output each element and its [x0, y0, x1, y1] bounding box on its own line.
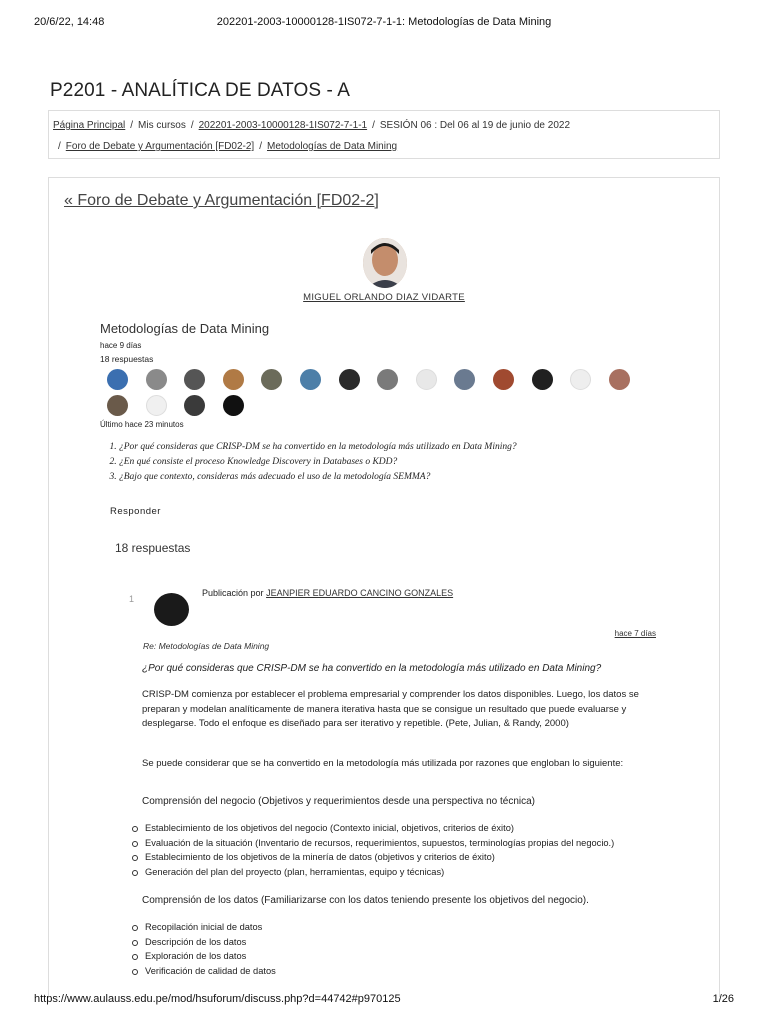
question-item: 3. ¿Bajo que contexto, consideras más adecuado el uso de la metodología SEMMA? — [119, 470, 517, 485]
breadcrumb-line-2 — [58, 141, 397, 152]
breadcrumb-separator: / — [58, 141, 61, 152]
list-item: Evaluación de la situación (Inventario de recursos, requerimientos, supuestos, terminologías propias del negocio.) — [131, 836, 651, 851]
list-item: Recopilación inicial de datos — [131, 920, 651, 935]
participant-avatar[interactable] — [146, 369, 167, 390]
post-paragraph: CRISP-DM comienza por establecer el problema empresarial y comprender los datos disponibles. Luego, los datos se preparan y modelan analíticamente de manera iterativa hasta que se consigue un resultado que puede evaluarse y desplegarse. Todo el enfoque es diseñado para ser iterativo y repetible. (Pete, Julian, & Randy, 2000) — [142, 689, 639, 729]
participant-avatar[interactable] — [300, 369, 321, 390]
list-item: Exploración de los datos — [131, 949, 651, 964]
participant-avatar[interactable] — [107, 395, 128, 416]
post-bullet-list — [131, 920, 651, 978]
post-section-heading: Comprensión del negocio (Objetivos y requerimientos desde una perspectiva no técnica) — [142, 796, 535, 807]
post-number: 1 — [129, 594, 135, 604]
list-item: Verificación de calidad de datos — [131, 964, 651, 979]
print-url: https://www.aulauss.edu.pe/mod/hsuforum/discuss.php?d=44742#p970125 — [34, 993, 401, 1005]
topic-reply-count: 18 respuestas — [100, 354, 154, 364]
breadcrumb-my-courses[interactable]: Mis cursos — [138, 120, 186, 131]
post-question: ¿Por qué consideras que CRISP-DM se ha convertido en la metodología más utilizado en Data Mining? — [142, 663, 602, 674]
participant-avatar[interactable] — [223, 369, 244, 390]
list-item: Establecimiento de los objetivos de la minería de datos (objetivos y criterios de éxito) — [131, 850, 651, 865]
print-title: 202201-2003-10000128-1IS072-7-1-1: Metodologías de Data Mining — [216, 16, 552, 28]
list-item: Generación del plan del proyecto (plan, herramientas, equipo y técnicas) — [131, 865, 651, 880]
post-age-link[interactable]: hace 7 días — [614, 629, 656, 638]
participant-avatar[interactable] — [339, 369, 360, 390]
breadcrumb-home-link[interactable]: Página Principal — [53, 120, 126, 131]
last-reply-time: Último hace 23 minutos — [100, 420, 184, 429]
back-to-forum-link[interactable]: « Foro de Debate y Argumentación [FD02-2] — [64, 192, 379, 209]
participant-avatar[interactable] — [454, 369, 475, 390]
post-byline — [202, 588, 453, 598]
post-section-heading: Comprensión de los datos (Familiarizarse con los datos teniendo presente los objetivos del negocio). — [142, 895, 589, 906]
participant-avatar[interactable] — [107, 369, 128, 390]
breadcrumb-separator: / — [372, 120, 375, 131]
breadcrumb-course-link[interactable]: 202201-2003-10000128-1IS072-7-1-1 — [198, 120, 368, 131]
participant-avatar[interactable] — [184, 395, 205, 416]
print-page-number: 1/26 — [712, 993, 734, 1005]
breadcrumb — [48, 110, 720, 159]
topic-title: Metodologías de Data Mining — [100, 321, 270, 336]
reply-button[interactable]: Responder — [110, 506, 161, 517]
participant-avatar[interactable] — [377, 369, 398, 390]
breadcrumb-separator: / — [130, 120, 134, 131]
participant-avatar[interactable] — [570, 369, 591, 390]
author-avatar[interactable] — [363, 238, 407, 288]
participant-avatar[interactable] — [609, 369, 630, 390]
post-subject: Re: Metodologías de Data Mining — [143, 641, 270, 651]
print-datetime: 20/6/22, 14:48 — [34, 16, 105, 28]
breadcrumb-line-1 — [53, 120, 570, 131]
topic-questions — [119, 440, 517, 485]
person-photo-icon — [363, 238, 407, 288]
print-footer — [34, 993, 734, 1007]
post-bullet-list — [131, 821, 651, 879]
discussion-panel — [48, 177, 720, 997]
question-item: 2. ¿En qué consiste el proceso Knowledge Discovery in Databases o KDD? — [119, 455, 517, 470]
breadcrumb-discussion-link[interactable]: Metodologías de Data Mining — [267, 141, 398, 152]
replies-heading: 18 respuestas — [115, 541, 191, 555]
breadcrumb-separator: / — [190, 120, 194, 131]
participant-avatar[interactable] — [184, 369, 205, 390]
print-header — [34, 16, 734, 30]
participant-avatar[interactable] — [223, 395, 244, 416]
participant-avatar[interactable] — [416, 369, 437, 390]
participant-avatar[interactable] — [493, 369, 514, 390]
breadcrumb-forum-link[interactable]: Foro de Debate y Argumentación [FD02-2] — [65, 141, 255, 152]
author-name-link[interactable]: MIGUEL ORLANDO DIAZ VIDARTE — [303, 292, 465, 303]
breadcrumb-session[interactable]: SESIÓN 06 : Del 06 al 19 de junio de 2022 — [379, 120, 571, 131]
participant-avatar[interactable] — [146, 395, 167, 416]
post-author-avatar[interactable] — [154, 593, 189, 626]
list-item: Descripción de los datos — [131, 935, 651, 950]
list-item: Establecimiento de los objetivos del negocio (Contexto inicial, objetivos, criterios de éxito) — [131, 821, 651, 836]
post-paragraph: Se puede considerar que se ha convertido en la metodología más utilizada por razones que engloban lo siguiente: — [142, 758, 624, 769]
participant-avatar[interactable] — [532, 369, 553, 390]
post-author-link[interactable]: JEANPIER EDUARDO CANCINO GONZALES — [266, 588, 454, 598]
post-by-prefix: Publicación por — [202, 588, 264, 598]
participant-avatar[interactable] — [261, 369, 282, 390]
page-title: P2201 - ANALÍTICA DE DATOS - A — [50, 80, 351, 101]
breadcrumb-separator: / — [259, 141, 262, 152]
topic-age: hace 9 días — [100, 341, 142, 350]
question-item: 1. ¿Por qué consideras que CRISP-DM se ha convertido en la metodología más utilizado en Data Mining? — [119, 440, 517, 455]
